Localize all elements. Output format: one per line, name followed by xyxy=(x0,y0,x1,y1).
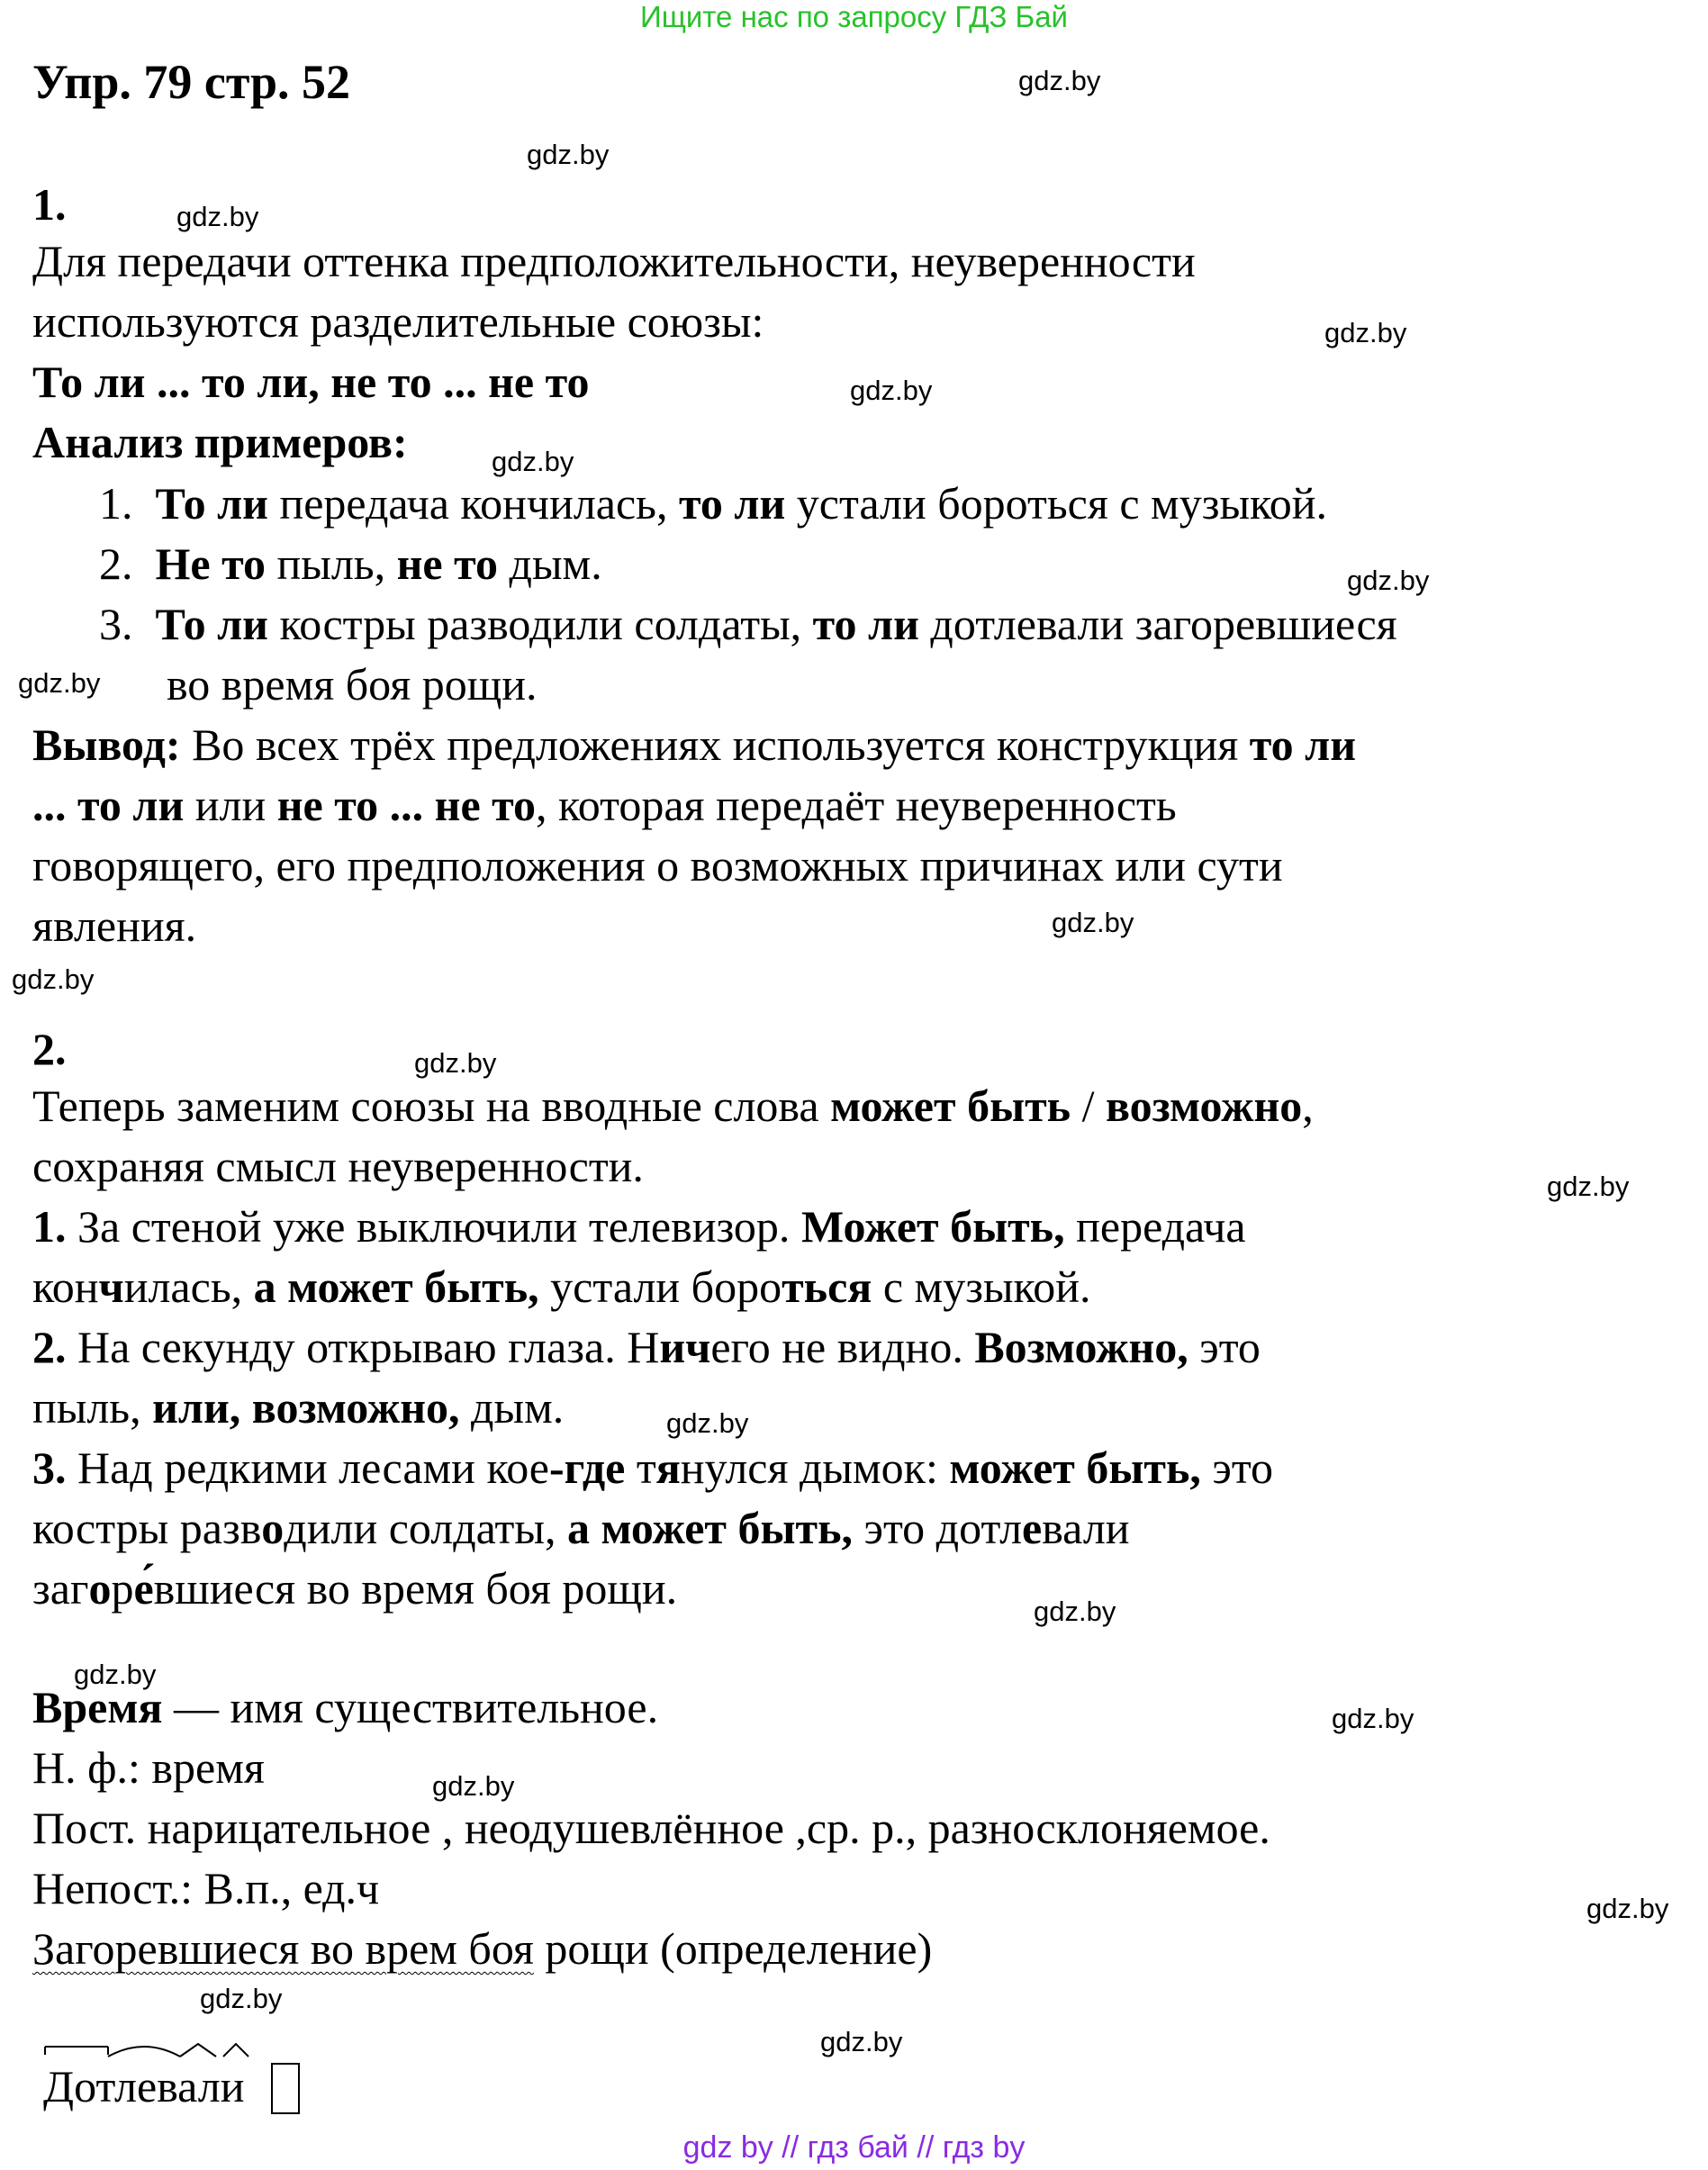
watermark: gdz.by xyxy=(850,375,933,406)
watermark: gdz.by xyxy=(18,667,101,699)
search-banner: Ищите нас по запросу ГДЗ Бай xyxy=(640,0,1068,33)
page-title: Упр. 79 стр. 52 xyxy=(32,55,351,109)
watermark: gdz.by xyxy=(1547,1171,1630,1202)
s1-conclusion-line1: Вывод: Во всех трёх предложениях используется конструкция то ли xyxy=(32,719,1357,770)
s1-example-3: 3. То ли костры разводили солдаты, то ли дотлевали загоревшиеся xyxy=(99,599,1397,649)
watermark: gdz.by xyxy=(1586,1893,1669,1924)
morph-line1: Время — имя существительное. xyxy=(32,1682,659,1732)
morph-line3: Пост. нарицательное , неодушевлённое ,ср. р., разносклоняемое. xyxy=(32,1803,1270,1853)
s2-sentence-1-line2: кончилась, а может быть, устали бороться с музыкой. xyxy=(32,1261,1091,1312)
s1-intro-line2: используются разделительные союзы: xyxy=(32,296,764,347)
s1-conjunctions: То ли ... то ли, не то ... не то xyxy=(32,357,590,407)
watermark: gdz.by xyxy=(1324,317,1407,348)
s1-conclusion-line3: говорящего, его предположения о возможных причинах или сути xyxy=(32,840,1283,891)
s1-analysis-heading: Анализ примеров: xyxy=(32,417,408,467)
s2-sentence-3-line1: 3. Над редкими лесами кое-где тянулся дымок: может быть, это xyxy=(32,1442,1274,1493)
morph-line2: Н. ф.: время xyxy=(32,1742,265,1793)
s2-intro-line2: сохраняя смысл неуверенности. xyxy=(32,1141,644,1191)
analyzed-word: Дотлевали xyxy=(43,2061,245,2111)
s2-sentence-2-line1: 2. На секунду открываю глаза. Ничего не видно. Возможно, это xyxy=(32,1322,1261,1372)
section-1-number: 1. xyxy=(32,179,67,230)
s2-intro-line1: Теперь заменим союзы на вводные слова может быть / возможно, xyxy=(32,1080,1314,1131)
s1-conclusion-line2: ... то ли или не то ... не то, которая передаёт неуверенность xyxy=(32,780,1177,830)
s1-intro-line1: Для передачи оттенка предположительности, неуверенности xyxy=(32,236,1196,286)
watermark: gdz.by xyxy=(12,963,95,995)
watermark: gdz.by xyxy=(1052,907,1134,938)
watermark: gdz.by xyxy=(492,446,574,477)
watermark: gdz.by xyxy=(666,1407,749,1439)
s1-example-3-cont: во время боя рощи. xyxy=(167,659,538,710)
watermark: gdz.by xyxy=(200,1983,283,2014)
watermark: gdz.by xyxy=(1332,1703,1414,1734)
s2-sentence-1-line1: 1. За стеной уже выключили телевизор. Может быть, передача xyxy=(32,1201,1246,1252)
morph-line4: Непост.: В.п., ед.ч xyxy=(32,1863,380,1913)
s1-conclusion-line4: явления. xyxy=(32,900,197,951)
morph-line5: Загоревшиеся во врем боя рощи (определение) xyxy=(32,1923,933,1974)
watermark: gdz.by xyxy=(414,1047,497,1079)
footer-links: gdz by // гдз бай // гдз by xyxy=(682,2130,1026,2165)
watermark: gdz.by xyxy=(1347,565,1430,596)
watermark: gdz.by xyxy=(1018,65,1101,96)
watermark: gdz.by xyxy=(1034,1596,1116,1627)
section-2-number: 2. xyxy=(32,1024,67,1074)
s2-sentence-3-line2: костры разводили солдаты, а может быть, это дотлевали xyxy=(32,1503,1130,1553)
watermark: gdz.by xyxy=(820,2026,903,2057)
watermark: gdz.by xyxy=(176,201,259,232)
watermark: gdz.by xyxy=(527,139,610,170)
s1-example-1: 1. То ли передача кончилась, то ли устали бороться с музыкой. xyxy=(99,478,1328,529)
s2-sentence-2-line2: пыль, или, возможно, дым. xyxy=(32,1382,565,1433)
s2-sentence-3-line3: загоре́вшиеся во время боя рощи. xyxy=(32,1563,678,1614)
s1-example-2: 2. Не то пыль, не то дым. xyxy=(99,538,602,589)
watermark: gdz.by xyxy=(432,1770,515,1802)
watermark: gdz.by xyxy=(74,1659,157,1690)
